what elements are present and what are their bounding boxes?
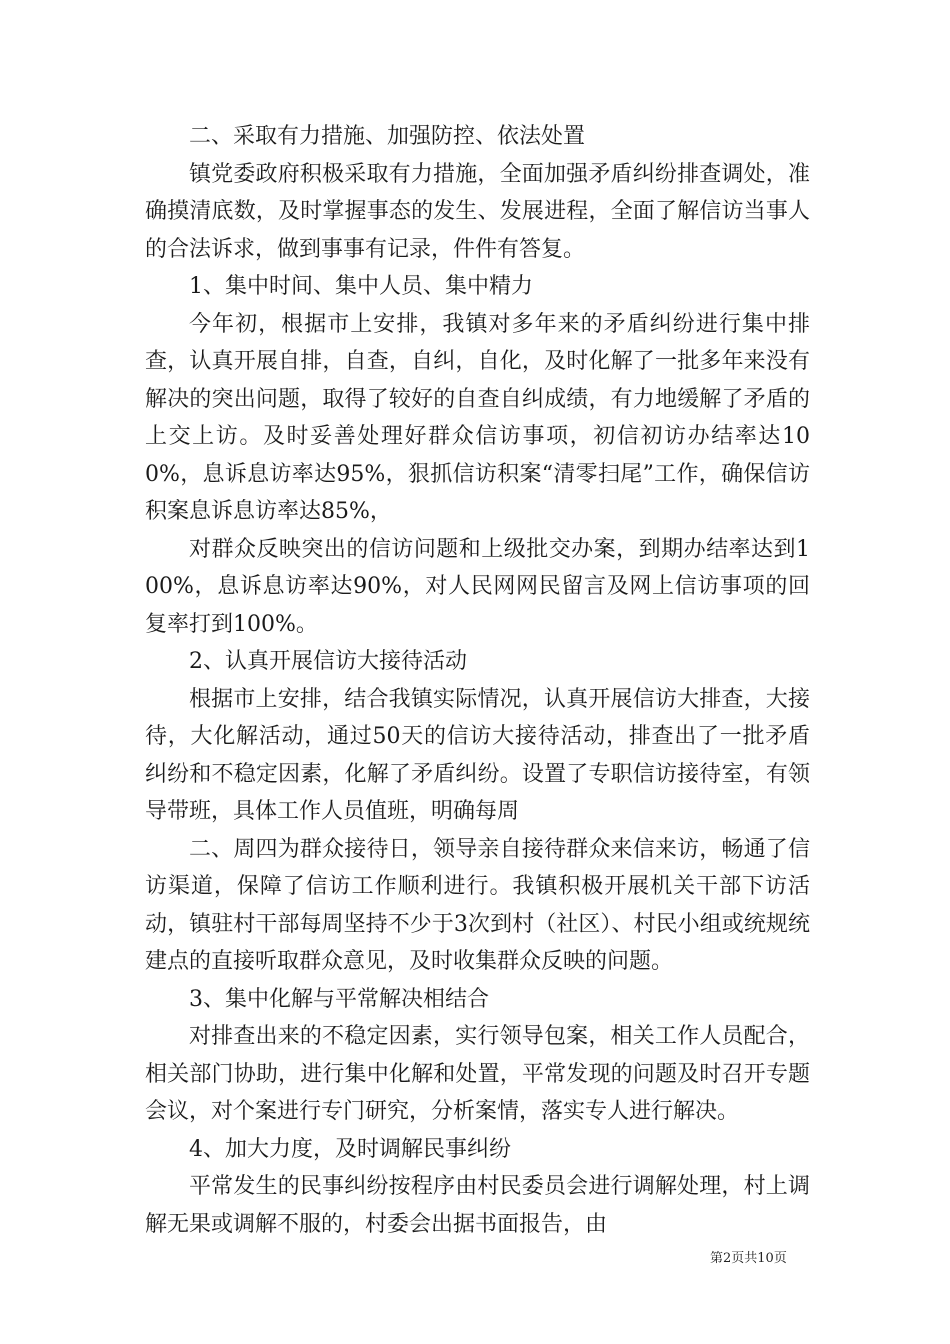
paragraph: 镇党委政府积极采取有力措施，全面加强矛盾纠纷排查调处，准确摸清底数，及时掌握事态的发生、发展进程，全面了解信访当事人的合法诉求，做到事事有记录，件件有答复。: [145, 161, 810, 262]
subsection-heading: 1、集中时间、集中人员、集中精力: [189, 274, 533, 299]
paragraph: 对群众反映突出的信访问题和上级批交办案，到期办结率达到100%，息诉息访率达90%，对人民网网民留言及网上信访事项的回复率打到100%。: [145, 536, 810, 637]
subsection-heading: 4、加大力度，及时调解民事纠纷: [189, 1136, 511, 1162]
section-heading: 二、采取有力措施、加强防控、依法处置: [189, 124, 586, 149]
paragraph: 二、周四为群众接待日，领导亲自接待群众来信来访，畅通了信访渠道，保障了信访工作顺利进行。我镇积极开展机关干部下访活动，镇驻村干部每周坚持不少于3次到村（社区）、村民小组或统规统建点的直接听取群众意见，及时收集群众反映的问题。: [145, 836, 810, 974]
document-body: [145, 118, 810, 1243]
paragraph: 根据市上安排，结合我镇实际情况，认真开展信访大排查，大接待，大化解活动，通过50天的信访大接待活动，排查出了一批矛盾纠纷和不稳定因素，化解了矛盾纠纷。设置了专职信访接待室，有领导带班，具体工作人员值班，明确每周: [145, 686, 810, 824]
paragraph: 今年初，根据市上安排，我镇对多年来的矛盾纠纷进行集中排查，认真开展自排，自查，自纠，自化，及时化解了一批多年来没有解决的突出问题，取得了较好的自查自纠成绩，有力地缓解了矛盾的上交上访。及时妥善处理好群众信访事项，初信初访办结率达100%，息诉息访率达95%，狠抓信访积案“清零扫尾”工作，确保信访积案息诉息访率达85%，: [145, 311, 810, 524]
paragraph: 平常发生的民事纠纷按程序由村民委员会进行调解处理，村上调解无果或调解不服的，村委会出据书面报告，由: [145, 1174, 810, 1237]
page-number: 第2页共10页: [710, 1251, 787, 1266]
subsection-heading: 3、集中化解与平常解决相结合: [189, 986, 489, 1012]
paragraph: 对排查出来的不稳定因素，实行领导包案，相关工作人员配合，相关部门协助，进行集中化解和处置，平常发现的问题及时召开专题会议，对个案进行专门研究，分析案情，落实专人进行解决。: [145, 1024, 810, 1124]
subsection-heading: 2、认真开展信访大接待活动: [189, 649, 467, 674]
